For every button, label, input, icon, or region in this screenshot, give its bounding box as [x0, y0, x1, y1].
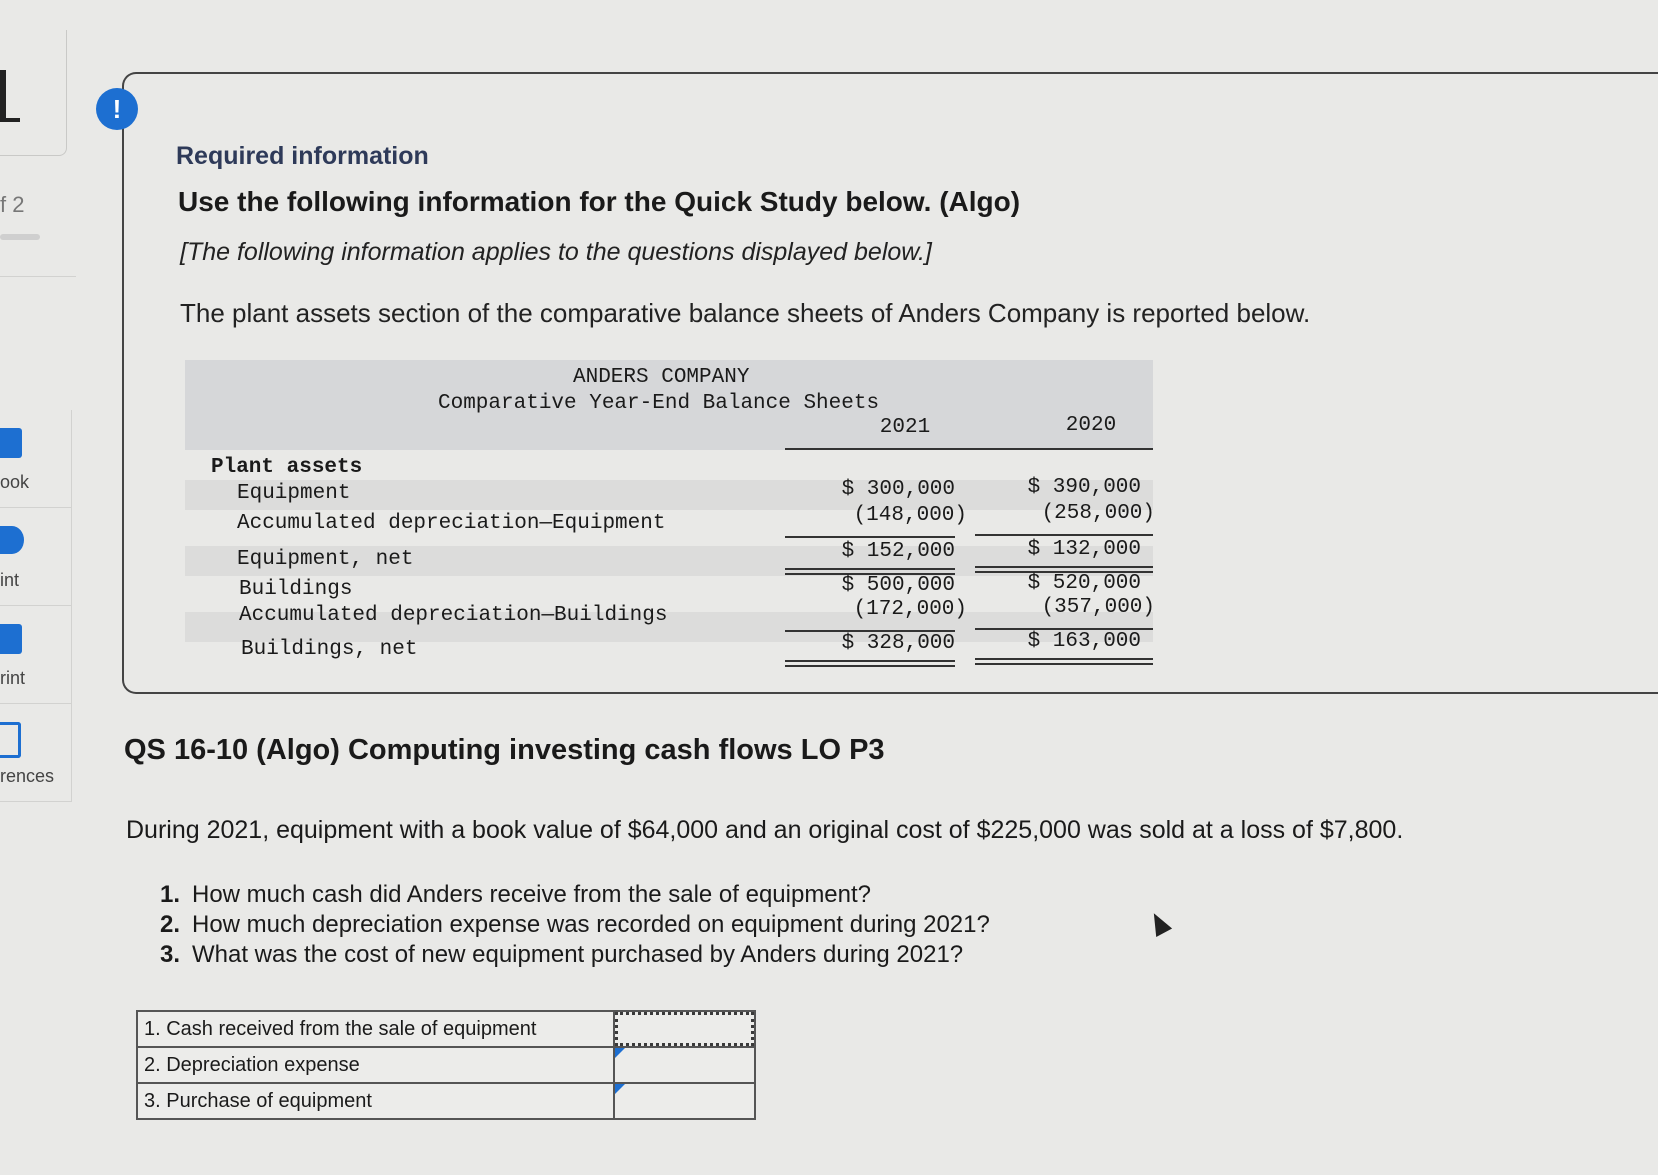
book-icon	[0, 428, 22, 458]
depreciation-expense-input[interactable]	[615, 1048, 754, 1082]
table-row	[137, 1083, 755, 1119]
row-label-equipment: Equipment	[237, 482, 351, 505]
table-row	[137, 1011, 755, 1047]
list-item-number: 1.	[160, 881, 181, 908]
intro-text: The plant assets section of the comparative balance sheets of Anders Company is reported below.	[180, 298, 1311, 328]
row-label-accum-dep-equipment: Accumulated depreciation—Equipment	[237, 512, 666, 535]
answer-cell	[614, 1047, 755, 1083]
plant-assets-label: Plant assets	[211, 456, 363, 479]
value-2020-equipment-net: $ 132,000	[1027, 538, 1141, 561]
purchase-of-equipment-input[interactable]	[615, 1084, 754, 1118]
alert-icon: !	[96, 88, 138, 130]
balance-sheet-subtitle: Comparative Year-End Balance Sheets	[438, 392, 880, 415]
question-title: QS 16-10 (Algo) Computing investing cash flows LO P3	[124, 734, 885, 766]
answer-table	[136, 1010, 756, 1120]
chapter-fragment: f 2	[0, 192, 25, 217]
subtotal-rule-2021	[785, 536, 955, 538]
sidebar-divider	[0, 276, 76, 277]
required-marker-icon	[615, 1048, 625, 1058]
year-2021-header: 2021	[879, 416, 931, 439]
applies-note: [The following information applies to the questions displayed below.]	[180, 238, 932, 266]
question-list	[160, 880, 990, 970]
row-label-buildings: Buildings	[239, 578, 353, 601]
print-icon	[0, 624, 22, 654]
cash-received-input[interactable]	[615, 1012, 754, 1046]
list-item	[160, 910, 990, 940]
sidebar	[0, 0, 76, 1175]
list-item-text: How much cash did Anders receive from the sale of equipment?	[192, 881, 872, 908]
company-name: ANDERS COMPANY	[573, 366, 750, 389]
sidebar-item-label: rint	[0, 668, 26, 688]
list-item-number: 2.	[160, 911, 181, 938]
row-label-buildings-net: Buildings, net	[241, 638, 418, 661]
sidebar-item-hint[interactable]	[0, 508, 72, 606]
sidebar-item-label: ook	[0, 472, 30, 492]
answer-label-purchase-of-equipment: 3. Purchase of equipment	[137, 1083, 614, 1119]
quick-study-heading: Use the following information for the Quick Study below. (Algo)	[178, 186, 1021, 217]
answer-label-cash-received: 1. Cash received from the sale of equipment	[137, 1011, 614, 1047]
row-label-accum-dep-buildings: Accumulated depreciation—Buildings	[239, 604, 668, 627]
answer-label-depreciation-expense: 2. Depreciation expense	[137, 1047, 614, 1083]
answer-cell	[614, 1083, 755, 1119]
mouse-cursor-icon	[1146, 909, 1172, 937]
value-2021-equipment-net: $ 152,000	[841, 540, 955, 563]
year-2020-header: 2020	[1065, 414, 1117, 437]
list-item-text: How much depreciation expense was recorded on equipment during 2021?	[192, 911, 990, 938]
sidebar-cap	[0, 30, 67, 156]
total-rule-2020	[975, 658, 1153, 665]
header-underline	[785, 448, 1153, 450]
required-marker-icon	[615, 1084, 625, 1094]
answer-cell	[614, 1011, 755, 1047]
sidebar-item-label: int	[0, 570, 20, 590]
list-item-text: What was the cost of new equipment purchased by Anders during 2021?	[192, 941, 964, 968]
sidebar-tick-mark	[0, 70, 20, 122]
list-item	[160, 880, 990, 910]
sidebar-item-book[interactable]	[0, 410, 72, 508]
sidebar-item-print[interactable]	[0, 606, 72, 704]
value-2020-equipment: $ 390,000	[1027, 476, 1141, 499]
value-2021-buildings: $ 500,000	[841, 574, 955, 597]
value-2021-buildings-net: $ 328,000	[841, 632, 955, 655]
value-2021-equipment: $ 300,000	[841, 478, 955, 501]
question-body: During 2021, equipment with a book value of $64,000 and an original cost of $225,000 was sold at a loss of $7,800.	[126, 816, 1404, 844]
sidebar-item-label: rences	[0, 766, 55, 786]
table-row	[137, 1047, 755, 1083]
list-item-number: 3.	[160, 941, 181, 968]
list-item	[160, 940, 990, 970]
row-label-equipment-net: Equipment, net	[237, 548, 414, 571]
value-2020-buildings: $ 520,000	[1027, 572, 1141, 595]
sidebar-item-references[interactable]	[0, 704, 72, 802]
value-2021-accum-dep-buildings: (172,000)	[853, 598, 967, 621]
progress-bar	[0, 234, 40, 240]
value-2020-buildings-net: $ 163,000	[1027, 630, 1141, 653]
balance-sheet	[185, 360, 1153, 660]
value-2020-accum-dep-buildings: (357,000)	[1041, 596, 1155, 619]
references-icon	[0, 722, 21, 758]
value-2020-accum-dep-equipment: (258,000)	[1041, 502, 1155, 525]
subtotal-rule-2020	[975, 534, 1153, 536]
total-rule-2021	[785, 660, 955, 667]
hint-icon	[0, 526, 24, 554]
required-info-title: Required information	[176, 142, 429, 170]
value-2021-accum-dep-equipment: (148,000)	[853, 504, 967, 527]
